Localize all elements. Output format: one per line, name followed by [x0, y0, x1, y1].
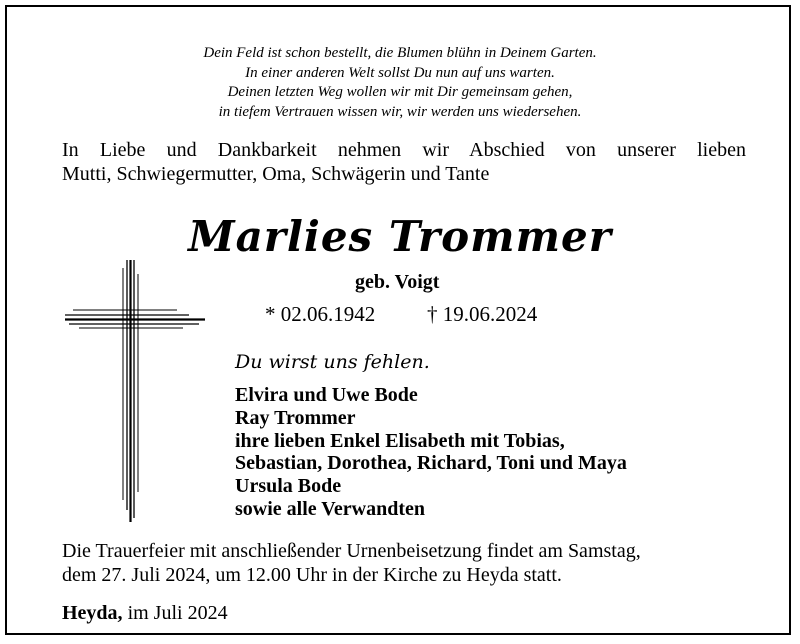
intro-text [62, 138, 746, 186]
mourners-list [235, 384, 627, 521]
mourner-line: sowie alle Verwandten [235, 497, 425, 520]
motto: Du wirst uns fehlen. [235, 351, 430, 373]
born-name: geb. Voigt [355, 271, 440, 293]
mourner-line: ihre lieben Enkel Elisabeth mit Tobias, [235, 429, 565, 452]
intro-line: Mutti, Schwiegermutter, Oma, Schwägerin und Tante [62, 163, 490, 185]
mourner-line: Elvira und Uwe Bode [235, 384, 418, 406]
mourner-line: Sebastian, Dorothea, Richard, Toni und Maya [235, 452, 627, 475]
mourner-line: Ray Trommer [235, 406, 356, 429]
poem [7, 44, 793, 122]
place-town: Heyda, [62, 602, 123, 624]
funeral-notice [62, 539, 750, 587]
deceased-name: Marlies Trommer [188, 212, 612, 261]
poem-line: in tiefem Vertrauen wissen wir, wir werden uns wiedersehen. [218, 103, 582, 120]
poem-line: In einer anderen Welt sollst Du nun auf uns warten. [245, 64, 555, 81]
poem-line: Dein Feld ist schon bestellt, die Blumen blühn in Deinem Garten. [203, 45, 597, 61]
mourner-line: Ursula Bode [235, 475, 342, 498]
poem-line: Deinen letzten Weg wollen wir mit Dir gemeinsam gehen, [227, 84, 573, 100]
cross-icon [65, 260, 205, 522]
funeral-line: Die Trauerfeier mit anschließender Urnenbeisetzung findet am Samstag, [62, 540, 641, 562]
intro-line: In Liebe und Dankbarkeit nehmen wir Abschied von unserer lieben [62, 139, 746, 161]
place-month: im Juli 2024 [127, 602, 228, 624]
funeral-line: dem 27. Juli 2024, um 12.00 Uhr in der Kirche zu Heyda statt. [62, 564, 562, 586]
obituary-frame [5, 5, 791, 635]
death-date: † 19.06.2024 [427, 302, 538, 326]
birth-date: * 02.06.1942 [265, 302, 376, 326]
place-date [62, 602, 228, 625]
